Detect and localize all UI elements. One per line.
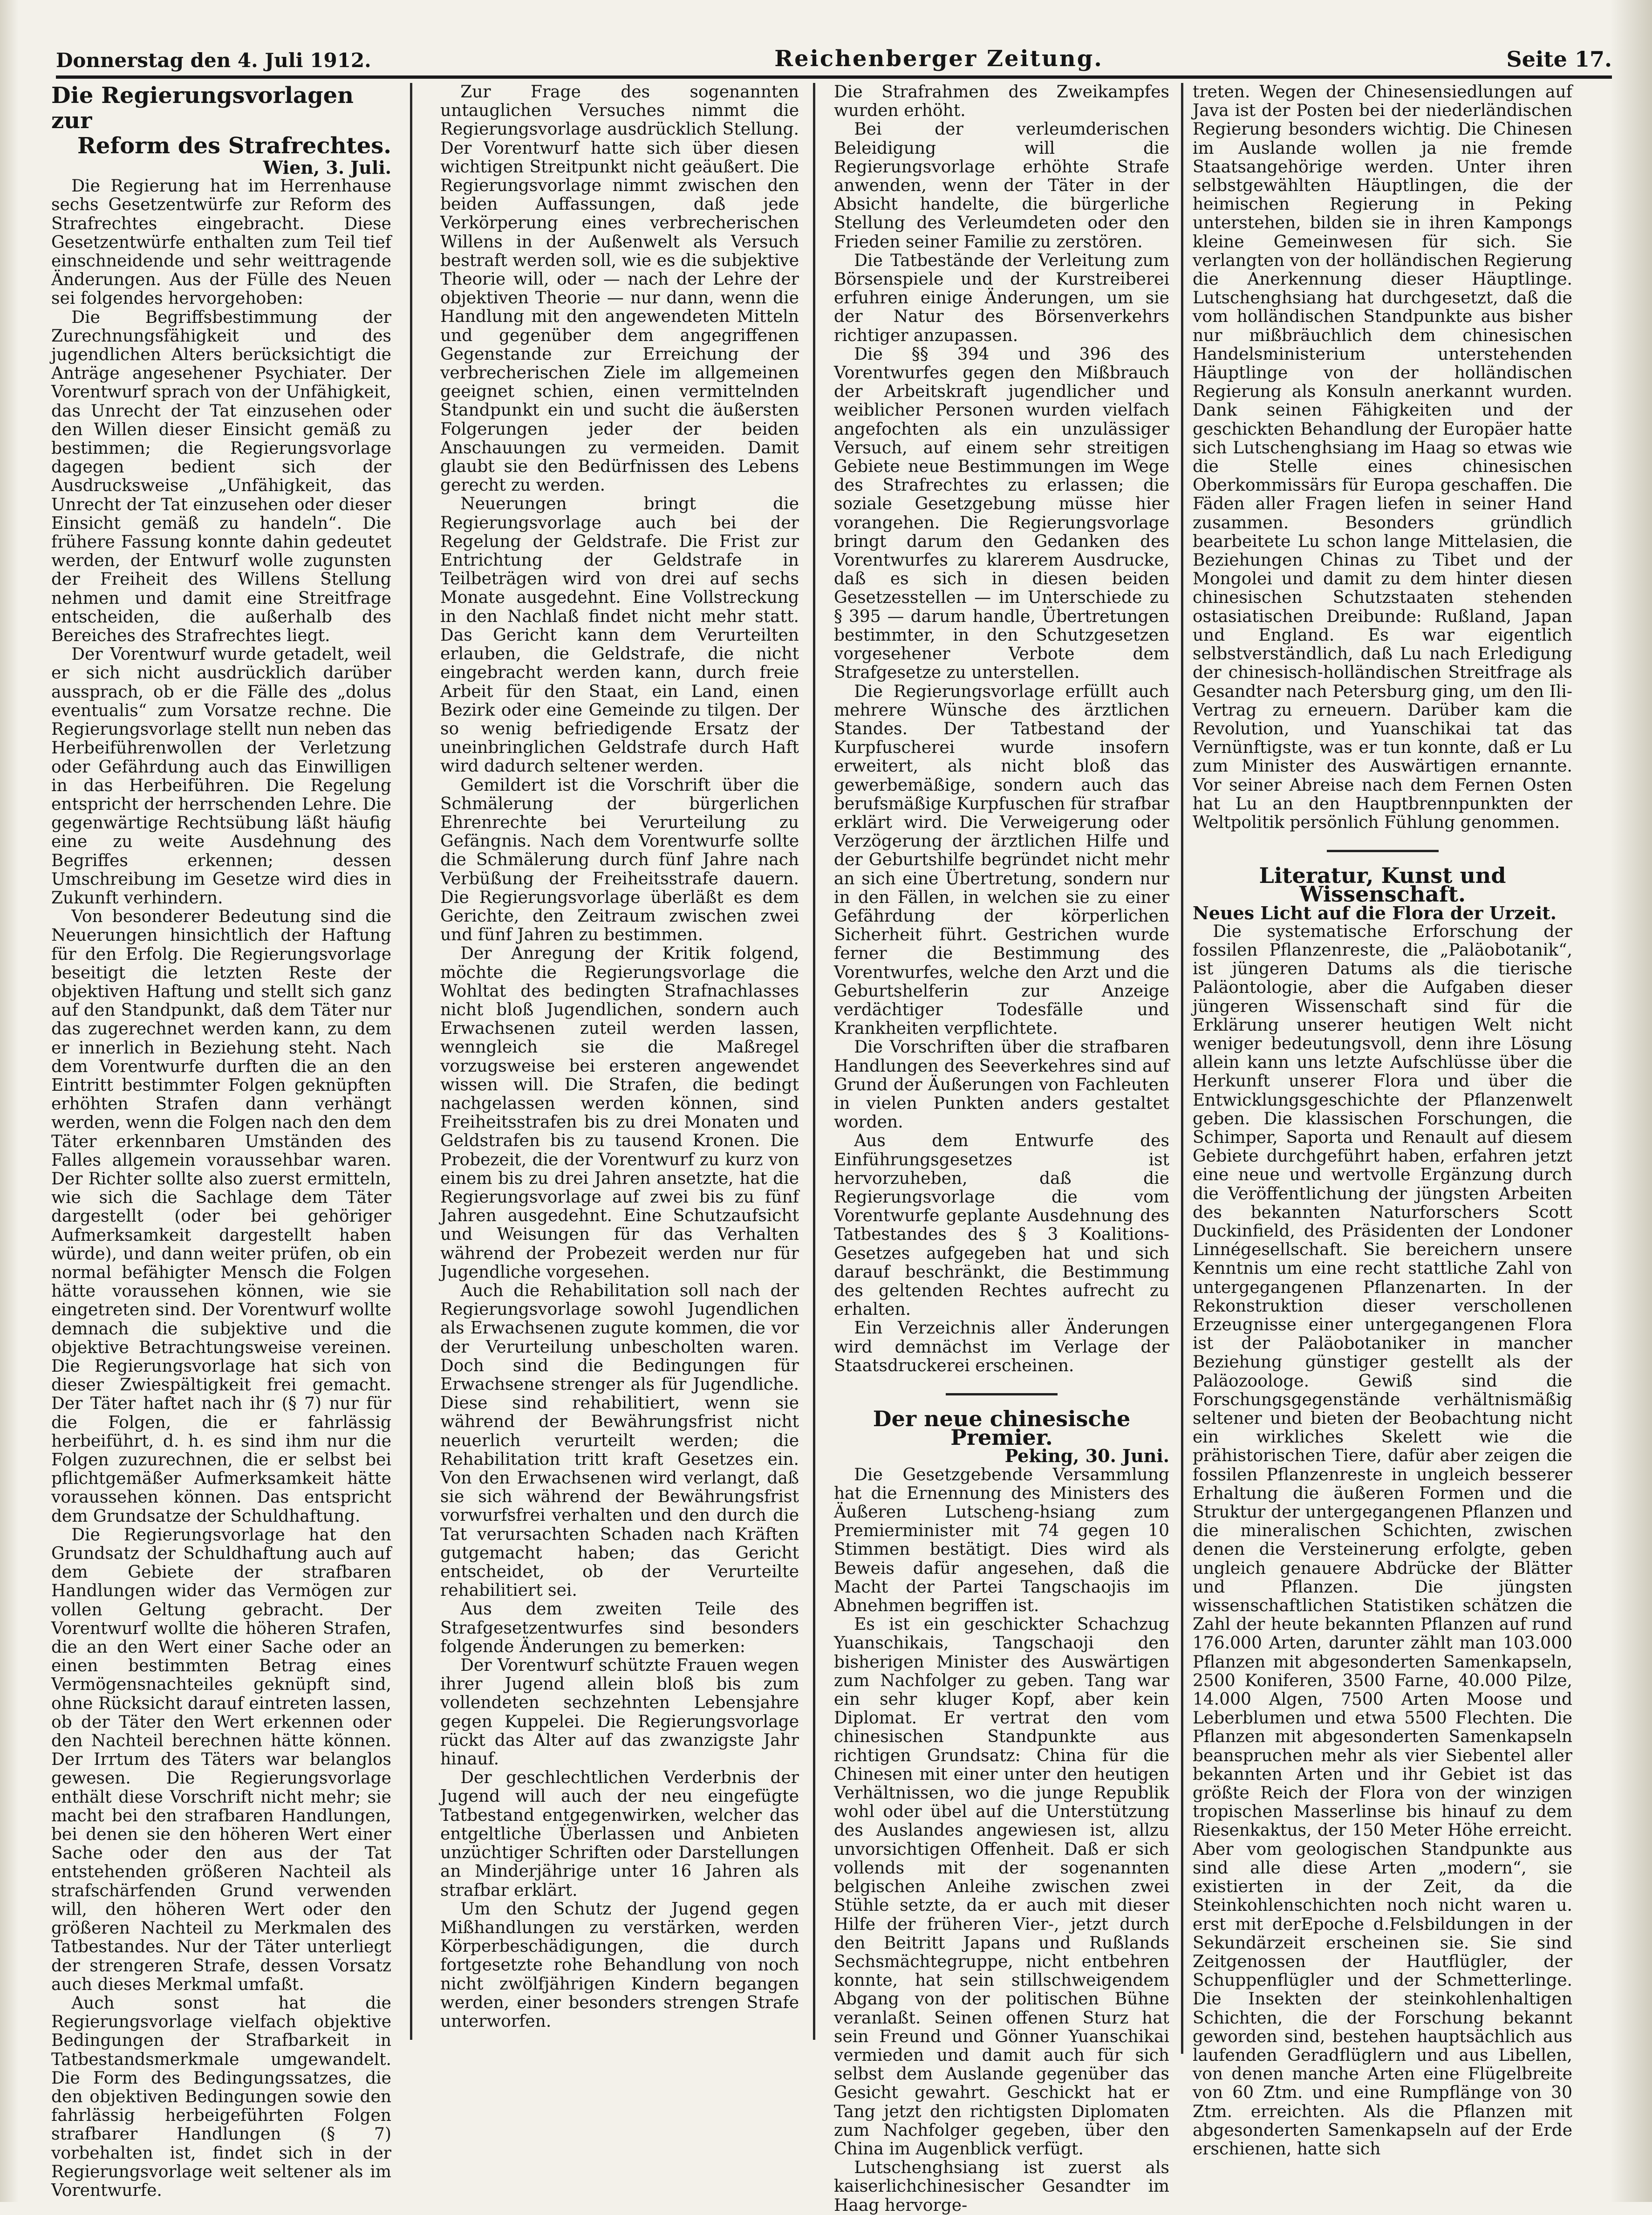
- column-2: [440, 83, 799, 2086]
- column-rule: [1181, 83, 1183, 2054]
- paragraph: Aus dem Entwurfe des Einführungsgesetzes ist hervorzuheben, daß die Regierungsvorlage die vom Vorentwurfe geplante Ausdehnung des Tatbestandes des § 3 Koalitions-Gesetzes aufgegeben hat und sich darauf beschränkt, die Bestimmung des geltenden Rechtes aufrecht zu erhalten.: [834, 1131, 1169, 1319]
- paragraph: Die systematische Erforschung der fossilen Pflanzenreste, die „Paläobotanik“, ist jüngeren Datums als die tierische Paläontologie, aber die Aufgaben dieser jüngeren Wissenschaft sind für die Erklärung unserer heutigen Welt nicht weniger bedeutungsvoll, denn ihre Lösung allein kann uns letzte Aufschlüsse über die Herkunft unserer Flora und über die Entwicklungsgeschichte der Pflanzenwelt geben. Die klassischen Forschungen, die Schimper, Saporta und Renault auf diesem Gebiete durchgeführt haben, erfahren jetzt eine neue und wertvolle Ergänzung durch die Veröffentlichung der jüngsten Arbeiten des bekannten Naturforschers Scott Duckinfield, des Präsidenten der Londoner Linnégesellschaft. Sie bereichern unsere Kenntnis um eine recht stattliche Zahl von untergegangenen Pflanzenarten. In der Rekonstruktion dieser verschollenen Erzeugnisse einer untergegangenen Flora ist der Paläobotaniker in mancher Beziehung günstiger gestellt als der Paläozoologe. Gewiß sind die Forschungsgegenstände verhältnismäßig seltener und bieten der Beobachtung nicht ein wirkliches Skelett wie die prähistorischen Tiere, dafür aber zeigen die fossilen Pflanzenreste in ungleich besserer Erhaltung die äußeren Formen und die Struktur der untergegangenen Pflanzen und die mineralischen Schichten, zwischen denen die Versteinerung erfolgte, geben ungleich genauere Abdrücke der Blätter und Pflanzen. Die jüngsten wissenschaftlichen Statistiken schätzen die Zahl der heute bekannten Pflanzen auf rund 176.000 Arten, darunter zählt man 103.000 Pflanzen mit abgesonderten Samenkapseln, 2500 Koniferen, 3500 Farne, 40.000 Pilze, 14.000 Algen, 7500 Arten Moose und Leberblumen und etwa 5500 Flechten. Die Pflanzen mit abgesonderten Samenkapseln beanspruchen mehr als vier Siebentel aller bekannten Arten und ihr Gebiet ist das größte Reich der Flora von der winzigen tropischen Masserlinse bis hinauf zu dem Riesenkaktus, der 150 Meter Höhe erreicht. Aber vom geologischen Standpunkte aus sind alle diese Arten „modern“, sie existierten in der Zeit, da die Steinkohlenschichten noch nicht waren u. erst mit derEpoche d.Felsbildungen in der Sekundärzeit erscheinen sie. Sie sind Zeitgenossen der Hautflügler, der Schuppenflügler und der Schmetterlinge. Die Insekten der steinkohlenhaltigen Schichten, die der Forschung bekannt geworden sind, bestehen hauptsächlich aus laufenden Geradflüglern und aus Libellen, von denen manche Arten eine Flügelbreite von 60 Ztm. und eine Rumpflänge von 30 Ztm. erreichten. Als die Pflanzen mit abgesonderten Samenkapseln auf der Erde erschienen, hatte sich: [1193, 922, 1572, 2159]
- paragraph: Neuerungen bringt die Regierungsvorlage auch bei der Regelung der Geldstrafe. Die Frist zur Entrichtung der Geldstrafe in Teilbeträgen wird von drei auf sechs Monate ausgedehnt. Eine Vollstreckung in den Nachlaß findet nicht mehr statt. Das Gericht kann dem Verurteilten erlauben, die Geldstrafe, die nicht eingebracht werden kann, durch freie Arbeit für den Staat, ein Land, einen Bezirk oder eine Gemeinde zu tilgen. Der so wenig befriedigende Ersatz der uneinbringlichen Geldstrafe durch Haft wird dadurch seltener werden.: [440, 494, 799, 776]
- paragraph: Der Anregung der Kritik folgend, möchte die Regierungsvorlage die Wohltat des bedingten Strafnachlasses nicht bloß Jugendlichen, sondern auch Erwachsenen zuteil werden lassen, wenngleich sie die Maßregel vorzugsweise bei ersteren angewendet wissen will. Die Strafen, die bedingt nachgelassen werden können, sind Freiheitsstrafen bis zu drei Monaten und Geldstrafen bis zu tausend Kronen. Die Probezeit, die der Vorentwurf zu kurz von einem bis zu drei Jahren ansetzte, hat die Regierungsvorlage auf zwei bis zu fünf Jahren ausgedehnt. Eine Schutzaufsicht und Weisungen für das Verhalten während der Probezeit werden nur für Jugendliche vorgesehen.: [440, 944, 799, 1282]
- paragraph: Der geschlechtlichen Verderbnis der Jugend will auch der neu eingefügte Tatbestand entgegenwirken, welcher das entgeltliche Überlassen und Anbieten unzüchtiger Schriften oder Darstellungen an Minderjährige unter 16 Jahren als strafbar erklärt.: [440, 1768, 799, 1900]
- column-rule: [410, 83, 412, 2040]
- paragraph: Lutschenghsiang ist zuerst als kaiserlichchinesischer Gesandter im Haag hervorge-: [834, 2158, 1169, 2215]
- paragraph: treten. Wegen der Chinesensiedlungen auf Java ist der Posten bei der niederländischen Regierung besonders wichtig. Die Chinesen im Auslande wollen ja nie fremde Staatsangehörige werden. Unter ihren selbstgewählten Häuptlingen, die der heimischen Regierung in Peking unterstehen, bilden sie in ihren Kampongs kleine Gemeinwesen für sich. Sie verlangten von der holländischen Regierung die Anerkennung dieser Häuptlinge. Lutschenghsiang hat durchgesetzt, daß die vom holländischen Standpunkte aus bisher nur mißbräuchlich dem chinesischen Handelsministerium unterstehenden Häuptlinge von der holländischen Regierung als Konsuln anerkannt wurden. Dank seinen Fähigkeiten und der geschickten Behandlung der Europäer hatte sich Lutschenghsiang im Haag so etwas wie die Stelle eines chinesischen Oberkommissärs für Europa geschaffen. Die Fäden aller Fragen liefen in seiner Hand zusammen. Besonders gründlich bearbeitete Lu schon lange Mittelasien, die Beziehungen Chinas zu Tibet und der Mongolei und damit zu dem hinter diesen chinesischen Schutzstaaten stehenden ostasiatischen Dreibunde: Rußland, Japan und England. Es war eigentlich selbstverständlich, daß Lu nach Erledigung der chinesisch-holländischen Streitfrage als Gesandter nach Petersburg ging, um den Ili-Vertrag zu erneuern. Darüber kam die Revolution, und Yuanschikai tat das Vernünftigste, was er tun konnte, daß er Lu zum Minister des Auswärtigen ernannte. Vor seiner Abreise nach dem Fernen Osten hat Lu an den Hauptbrennpunkten der Weltpolitik persönlich Fühlung genommen.: [1193, 82, 1572, 832]
- article-dateline: Peking, 30. Juni.: [1004, 1445, 1169, 1467]
- paragraph: Die Gesetzgebende Versammlung hat die Ernennung des Ministers des Äußeren Lutscheng-hsiang zum Premierminister mit 74 gegen 10 Stimmen bestätigt. Dies wird als Beweis dafür angesehen, daß die Macht der Partei Tangschaojis im Abnehmen begriffen ist.: [834, 1465, 1169, 1616]
- header-newspaper-name: Reichenberger Zeitung.: [774, 46, 1104, 72]
- scan-edge-right: [1610, 0, 1652, 2202]
- paragraph: Ein Verzeichnis aller Änderungen wird demnächst im Verlage der Staatsdruckerei erscheinen.: [834, 1319, 1169, 1375]
- paragraph: Die Regierungsvorlage erfüllt auch mehrere Wünsche des ärztlichen Standes. Der Tatbestand der Kurpfuscherei wurde insofern erweitert, als nicht bloß das gewerbemäßige, sondern auch das berufsmäßige Kurpfuschen für strafbar erklärt wird. Die Verweigerung oder Verzögerung der ärztlichen Hilfe und der Geburtshilfe begründet nicht mehr an sich eine Übertretung, sondern nur in den Fällen, in welchen sie zu einer Gefährdung der körperlichen Sicherheit führt. Gestrichen wurde ferner die Bestimmung des Vorentwurfes, welche den Arzt und die Geburtshelferin zur Anzeige verdächtiger Todesfälle und Krankheiten verpflichtete.: [834, 682, 1169, 1039]
- article-title-line1: Die Regierungsvorlagen zur: [51, 82, 354, 134]
- paragraph: Zur Frage des sogenannten untauglichen Versuches nimmt die Regierungsvorlage ausdrücklich Stellung. Der Vorentwurf hatte sich über diesen wichtigen Streitpunkt nicht geäußert. Die Regierungsvorlage nimmt zwischen den beiden Auffassungen, daß jede Verkörperung eines verbrecherischen Willens in der Außenwelt als Versuch bestraft werden soll, wie es die subjektive Theorie will, oder — nach der Lehre der objektiven Theorie — nur dann, wenn die Handlung mit den angewendeten Mitteln und gegenüber dem angegriffenen Gegenstande zur Erreichung der verbrecherischen Ziele im allgemeinen geeignet schien, einen vermittelnden Standpunkt ein und sucht die äußersten Folgerungen jeder der beiden Anschauungen zu vermeiden. Damit glaubt sie den Bedürfnissen des Lebens gerecht zu werden.: [440, 82, 799, 495]
- article-divider: [946, 1393, 1058, 1395]
- paragraph: Die Strafrahmen des Zweikampfes wurden erhöht.: [834, 82, 1169, 121]
- paragraph: Die Regierungsvorlage hat den Grundsatz der Schuldhaftung auch auf dem Gebiete der strafbaren Handlungen wider das Vermögen zur vollen Geltung gebracht. Der Vorentwurf wollte die höheren Strafen, die an den Wert einer Sache oder an einen bestimmten Betrag eines Vermögensnachteiles geknüpft sind, ohne Rücksicht darauf eintreten lassen, ob der Täter den Wert erkennen oder den Nachteil berechnen hätte können. Der Irrtum des Täters war belanglos gewesen. Die Regierungsvorlage enthält diese Vorschrift nicht mehr; sie macht bei den strafbaren Handlungen, bei denen sie den höheren Wert einer Sache oder den aus der Tat entstehenden größeren Nachteil als strafschärfenden Grund verwenden will, den höheren Wert oder den größeren Nachteil zu Merkmalen des Tatbestandes. Nur der Täter unterliegt der strengeren Strafe, dessen Vorsatz auch dieses Merkmal umfaßt.: [51, 1525, 391, 1994]
- paragraph: Auch sonst hat die Regierungsvorlage vielfach objektive Bedingungen der Strafbarkeit in Tatbestandsmerkmale umgewandelt. Die Form des Bedingungssatzes, die den objektiven Bedingungen sowie den fahrlässig herbeigeführten Folgen strafbarer Handlungen (§ 7) vorbehalten ist, findet sich in der Regierungsvorlage weit seltener als im Vorentwurfe.: [51, 1993, 391, 2200]
- paragraph: Gemildert ist die Vorschrift über die Schmälerung der bürgerlichen Ehrenrechte bei Verurteilung zu Gefängnis. Nach dem Vorentwurfe sollte die Schmälerung durch fünf Jahre nach Verbüßung der Freiheitsstrafe dauern. Die Regierungsvorlage überläßt es dem Gerichte, den Zeitraum zwischen zwei und fünf Jahren zu bestimmen.: [440, 775, 799, 945]
- paragraph: Um den Schutz der Jugend gegen Mißhandlungen zu verstärken, werden Körperbeschädigungen, die durch fortgesetzte rohe Behandlung von noch nicht zwölfjährigen Kindern begangen werden, einer besonders strengen Strafe unterworfen.: [440, 1899, 799, 2031]
- paragraph: Bei der verleumderischen Beleidigung will die Regierungsvorlage erhöhte Strafe anwenden, wenn der Täter in der Absicht handelte, die bürgerliche Stellung des Verleumdeten oder den Frieden seiner Familie zu zerstören.: [834, 120, 1169, 252]
- article-dateline: Wien, 3. Juli.: [263, 157, 391, 178]
- paragraph: Die Regierung hat im Herrenhause sechs Gesetzentwürfe zur Reform des Strafrechtes eingebracht. Diese Gesetzentwürfe enthalten zum Teil tief einschneidende und sehr weittragende Änderungen. Aus der Fülle des Neuen sei folgendes hervorgehoben:: [51, 177, 391, 308]
- paragraph: Der Vorentwurf schützte Frauen wegen ihrer Jugend allein bloß bis zum vollendeten sechzehnten Lebensjahre gegen Kuppelei. Die Regierungsvorlage rückt das Alter auf das zwanzigste Jahr hinauf.: [440, 1656, 799, 1769]
- page-header: [56, 33, 1612, 79]
- paragraph: Von besonderer Bedeutung sind die Neuerungen hinsichtlich der Haftung für den Erfolg. Die Regierungsvorlage beseitigt die letzten Reste der objektiven Haftung und stellt sich ganz auf den Standpunkt, daß dem Täter nur das zugerechnet werden kann, zu dem er innerlich in Beziehung steht. Nach dem Vorentwurfe durften die an den Eintritt bestimmter Folgen geknüpften erhöhten Strafen dann verhängt werden, wenn die Folgen nach den dem Täter erkennbaren Umständen des Falles allgemein voraussehbar waren. Der Richter sollte also zuerst ermitteln, wie sich die Sachlage dem Täter dargestellt (oder bei gehöriger Aufmerksamkeit dargestellt haben würde), und dann weiter prüfen, ob ein normal befähigter Mensch die Folgen hätte voraussehen können, wie sie eingetreten sind. Der Vorentwurf wollte demnach die subjektive und die objektive Betrachtungsweise vereinen. Die Regierungsvorlage hat sich von dieser Zwiespältigkeit frei gemacht. Der Täter haftet nach ihr (§ 7) nur für die Folgen, die er fahrlässig herbeiführt, d. h. es sind ihm nur die Folgen zuzurechnen, die er selbst bei pflichtgemäßer Aufmerksamkeit hätte voraussehen können. Das entspricht dem Grundsatze der Schuldhaftung.: [51, 907, 391, 1526]
- column-3: [834, 82, 1169, 2215]
- paragraph: Die §§ 394 und 396 des Vorentwurfes gegen den Mißbrauch der Arbeitskraft jugendlicher und weiblicher Personen wurden vielfach angefochten als ein unzulässiger Versuch, auf einem sehr streitigen Gebiete neue Bestimmungen im Wege des Strafrechtes zu erlassen; die soziale Gesetzgebung müsse hier vorangehen. Die Regierungsvorlage bringt darum den Gedanken des Vorentwurfes zu klarerem Ausdrucke, daß es sich in diesen beiden Gesetzesstellen — im Unterschiede zu § 395 — darum handle, Übertretungen bestimmter, in den Schutzgesetzen vorgesehener Verbote dem Strafgesetze zu unterstellen.: [834, 344, 1169, 683]
- column-rule: [813, 83, 815, 2040]
- section-divider: [1327, 850, 1439, 852]
- column-1: [51, 82, 391, 2200]
- header-page-number: Seite 17.: [1506, 47, 1612, 72]
- paragraph: Die Vorschriften über die strafbaren Handlungen des Seeverkehres sind auf Grund der Äußerungen von Fachleuten in vielen Punkten anders gestaltet worden.: [834, 1038, 1169, 1132]
- section-heading: Literatur, Kunst und Wissenschaft.: [1259, 863, 1506, 907]
- paragraph: Es ist ein geschickter Schachzug Yuanschikais, Tangschaoji den bisherigen Minister des Auswärtigen zum Nachfolger zu geben. Tang war ein sehr kluger Kopf, aber kein Diplomat. Er vertrat den vom chinesischen Standpunkte aus richtigen Grundsatz: China für die Chinesen mit einer unter den heutigen Verhältnissen, wo die junge Republik wohl oder übel auf die Unterstützung des Auslandes angewiesen ist, allzu unvorsichtigen Offenheit. Daß er sich vollends mit der sogenannten belgischen Anleihe zwischen zwei Stühle setzte, da er auch mit dieser Hilfe der früheren Vier-, jetzt durch den Beitritt Japans und Rußlands Sechsmächtegruppe, nicht entbehren konnte, hat sein stillschweigendem Abgang von der politischen Bühne veranlaßt. Seinen offenen Sturz hat sein Freund und Gönner Yuanschikai vermieden und damit auch für sich selbst dem Auslande gegenüber das Gesicht gewahrt. Geschickt hat er Tang jetzt den richtigsten Diplomaten zum Nachfolger gegeben, über den China im Augenblick verfügt.: [834, 1615, 1169, 2159]
- header-date: Donnerstag den 4. Juli 1912.: [56, 49, 371, 72]
- article-subtitle: Neues Licht auf die Flora der Urzeit.: [1193, 902, 1557, 923]
- paragraph: Auch die Rehabilitation soll nach der Regierungsvorlage sowohl Jugendlichen als Erwachsenen zugute kommen, die vor der Verurteilung unbescholten waren. Doch sind die Bedingungen für Erwachsene strenger als für Jugendliche. Diese sind rehabilitiert, wenn sie während der Bewährungsfrist nicht neuerlich verurteilt werden; die Rehabilitation tritt kraft Gesetzes ein. Von den Erwachsenen wird verlangt, daß sie sich während der Bewährungsfrist vorwurfsfrei verhalten und den durch die Tat verursachten Schaden nach Kräften gutgemacht haben; das Gericht entscheidet, ob der Verurteilte rehabilitiert sei.: [440, 1281, 799, 1600]
- paragraph: Der Vorentwurf wurde getadelt, weil er sich nicht ausdrücklich darüber aussprach, ob er die Fälle des „dolus eventualis“ zum Vorsatze rechne. Die Regierungsvorlage stellt nun neben das Herbeiführenwollen der Verletzung oder Gefährdung auch das Einwilligen in das Herbeiführen. Die Regelung entspricht der herrschenden Lehre. Die gegenwärtige Rechtsübung läßt häufig eine zu weite Ausdehnung des Begriffes erkennen; dessen Umschreibung im Gesetze wird dies in Zukunft verhindern.: [51, 645, 391, 908]
- column-4: [1193, 82, 1572, 2159]
- paragraph: Aus dem zweiten Teile des Strafgesetzentwurfes sind besonders folgende Änderungen zu bemerken:: [440, 1600, 799, 1656]
- paragraph: Die Tatbestände der Verleitung zum Börsenspiele und der Kurstreiberei erfuhren einige Änderungen, um sie der Natur des Börsenverkehrs richtiger anzupassen.: [834, 251, 1169, 345]
- article-title: Der neue chinesische Premier.: [873, 1406, 1131, 1450]
- paragraph: Die Begriffsbestimmung der Zurechnungsfähigkeit und des jugendlichen Alters berücksichtigt die Anträge angesehener Psychiater. Der Vorentwurf sprach von der Unfähigkeit, das Unrecht der Tat einzusehen oder den Willen dieser Einsicht gemäß zu bestimmen; die Regierungsvorlage dagegen bedient sich der Ausdrucksweise „Unfähigkeit, das Unrecht der Tat einzusehen oder dieser Einsicht gemäß zu handeln“. Die frühere Fassung konnte dahin gedeutet werden, der Entwurf wolle zugunsten der Freiheit des Willens Stellung nehmen und damit eine Streitfrage entscheiden, die außerhalb des Bereiches des Strafrechtes liegt.: [51, 308, 391, 646]
- scan-edge-left: [0, 0, 19, 2202]
- article-title-line2: Reform des Strafrechtes.: [77, 133, 391, 159]
